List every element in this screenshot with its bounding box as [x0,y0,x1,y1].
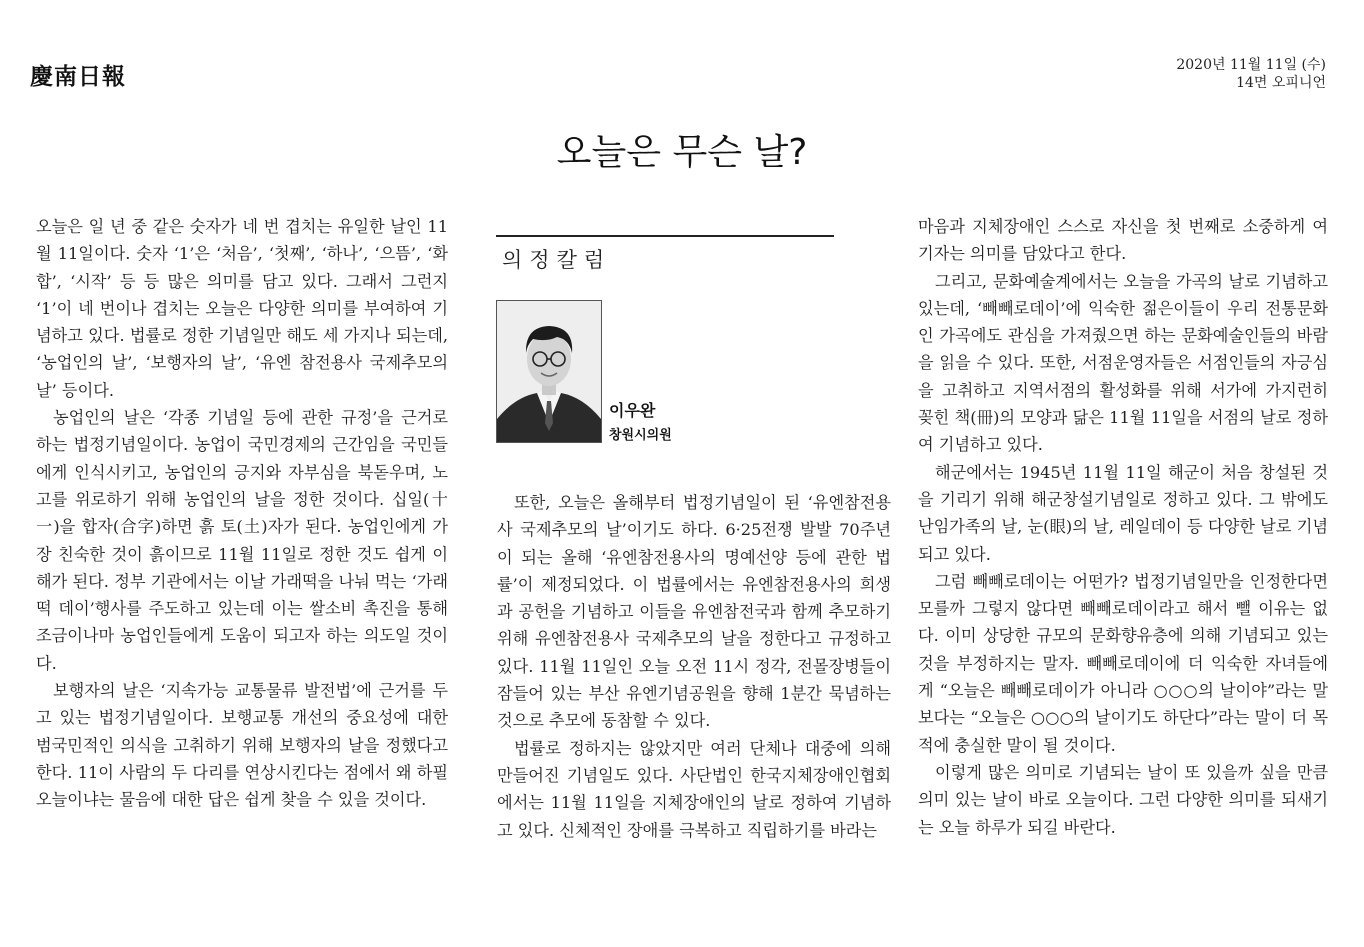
column-header-rule [496,235,834,237]
paragraph: 법률로 정하지는 않았지만 여러 단체나 대중에 의해 만들어진 기념일도 있다. 사단법인 한국지체장애인협회에서는 11월 11일을 지체장애인의 날로 정하여 기념하고 있다. 신체적인 장애를 극복하고 직립하기를 바라는 [497,738,891,840]
publication-date: 2020년 11월 11일 (수) [1176,57,1326,73]
article-headline: 오늘은 무슨 날? [556,132,808,174]
article-column-2 [497,489,891,844]
dateline [1176,56,1326,92]
paragraph: 보행자의 날은 ‘지속가능 교통물류 발전법’에 근거를 두고 있는 법정기념일이다. 보행교통 개선의 중요성에 대한 범국민적인 의식을 고취하기 위해 보행자의 날을 정했다고 한다. 11이 사람의 두 다리를 연상시킨다는 점에서 왜 하필 오늘이냐는 물음에 대한 답은 쉽게 찾을 수 있을 것이다. [36,681,448,810]
paragraph: 농업인의 날은 ‘각종 기념일 등에 관한 규정’을 근거로 하는 법정기념일이다. 농업이 국민경제의 근간임을 국민들에게 인식시키고, 농업인의 긍지와 자부심을 북돋우며, 노고를 위로하기 위해 농업인의 날을 정한 것이다. 십일(十一)을 합자(合字)하면 흙 토(土)자가 된다. 농업인에게 가장 친숙한 것이 흙이므로 11월 11일로 정한 것도 쉽게 이해가 된다. 정부 기관에서는 이날 가래떡을 나눠 먹는 ‘가래떡 데이’행사를 주도하고 있는데 이는 쌀소비 촉진을 통해 조금이나마 농업인들에게 도움이 되고자 하는 의도일 것이다. [36,408,448,673]
author-title: 창원시의원 [609,428,672,443]
paragraph: 해군에서는 1945년 11월 11일 해군이 처음 창설된 것을 기리기 위해 해군창설기념일로 정하고 있다. 그 밖에도 난임가족의 날, 눈(眼)의 날, 레일데이 등 다양한 날로 기념되고 있다. [918,462,1328,564]
article-column-1 [36,213,448,814]
column-label: 의정칼럼 [502,248,612,272]
paragraph: 마음과 지체장애인 스스로 자신을 첫 번째로 소중하게 여기자는 의미를 담았다고 한다. [918,217,1328,264]
article-column-3 [918,213,1328,841]
paragraph: 오늘은 일 년 중 같은 숫자가 네 번 겹치는 유일한 날인 11월 11일이다. 숫자 ‘1’은 ‘처음’, ‘첫째’, ‘하나’, ‘으뜸’, ‘화합’, ‘시작’ 등 등 많은 의미를 담고 있다. 그래서 그런지 ‘1’이 네 번이나 겹치는 오늘은 다양한 의미를 부여하여 기념하고 있다. 법률로 정한 기념일만 해도 세 가지나 되는데, ‘농업인의 날’, ‘보행자의 날’, ‘유엔 참전용사 국제추모의 날’ 등이다. [36,217,448,400]
page-section: 14면 오피니언 [1236,75,1326,91]
author-photo [496,300,602,443]
paragraph: 또한, 오늘은 올해부터 법정기념일이 된 ‘유엔참전용사 국제추모의 날’이기도 하다. 6·25전쟁 발발 70주년이 되는 올해 ‘유엔참전용사의 명예선양 등에 관한 법률’이 제정되었다. 이 법률에서는 유엔참전용사의 희생과 공헌을 기념하고 이들을 유엔참전국과 함께 추모하기 위해 유엔참전용사 국제추모의 날을 정한다고 규정하고 있다. 11월 11일인 오늘 오전 11시 정각, 전몰장병들이 잠들어 있는 부산 유엔기념공원을 향해 1분간 묵념하는 것으로 추모에 동참할 수 있다. [497,493,891,731]
paragraph: 그럼 빼빼로데이는 어떤가? 법정기념일만을 인정한다면 모를까 그렇지 않다면 빼빼로데이라고 해서 뺄 이유는 없다. 이미 상당한 규모의 문화향유층에 의해 기념되고 있는 것을 부정하지는 말자. 빼빼로데이에 더 익숙한 자녀들에게 “오늘은 빼빼로데이가 아니라 ○○○의 날이야”라는 말보다는 “오늘은 ○○○의 날이기도 하단다”라는 말이 더 목적에 충실한 말이 될 것이다. [918,571,1328,755]
newspaper-masthead: 慶南日報 [30,63,126,90]
paragraph: 이렇게 많은 의미로 기념되는 날이 또 있을까 싶을 만큼 의미 있는 날이 바로 오늘이다. 그런 다양한 의미를 되새기는 오늘 하루가 되길 바란다. [918,762,1328,837]
author-name: 이우완 [609,401,656,420]
paragraph: 그리고, 문화예술계에서는 오늘을 가곡의 날로 기념하고 있는데, ‘빼빼로데이’에 익숙한 젊은이들이 우리 전통문화인 가곡에도 관심을 가져줬으면 하는 문화예술인들의 바람을 읽을 수 있다. 또한, 서점운영자들은 서점인들의 자긍심을 고취하고 지역서점의 활성화를 위해 서가에 가지런히 꽂힌 책(冊)의 모양과 닮은 11월 11일을 서점의 날로 정하여 기념하고 있다. [918,271,1328,455]
